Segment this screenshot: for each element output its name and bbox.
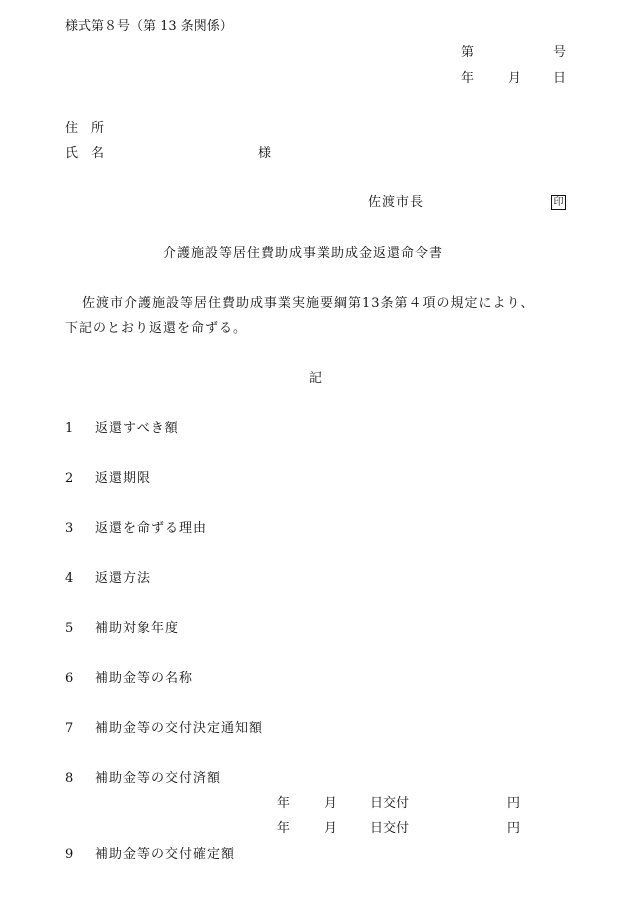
ki-heading: 記 xyxy=(309,371,323,386)
list-item xyxy=(0,671,630,687)
honorific: 様 xyxy=(258,146,272,161)
list-item xyxy=(0,421,630,437)
list-item xyxy=(0,571,630,587)
item-label: 返還方法 xyxy=(95,571,152,586)
list-item xyxy=(0,521,630,537)
payment-year: 年 xyxy=(277,796,291,811)
document-title: 介護施設等居住費助成事業助成金返還命令書 xyxy=(163,246,444,261)
item-number: 1 xyxy=(65,421,74,436)
payment-month: 月 xyxy=(324,796,338,811)
payment-month: 月 xyxy=(324,821,338,836)
item-number: 2 xyxy=(65,471,74,486)
item-label: 補助金等の名称 xyxy=(95,671,194,686)
payment-year: 年 xyxy=(277,821,291,836)
list-item xyxy=(0,847,630,863)
payment-yen: 円 xyxy=(507,796,521,811)
date-month: 月 xyxy=(508,71,522,86)
body-text-line1: 佐渡市介護施設等居住費助成事業実施要綱第13条第４項の規定により、 xyxy=(82,296,535,311)
item-number: 9 xyxy=(65,847,74,862)
list-item xyxy=(0,621,630,637)
date-day: 日 xyxy=(553,71,567,86)
address-label: 住 所 xyxy=(65,121,105,136)
issuer: 佐渡市長 xyxy=(368,195,425,210)
item-label: 返還すべき額 xyxy=(95,421,179,436)
item-label: 補助金等の交付済額 xyxy=(95,771,222,786)
item-number: 8 xyxy=(65,771,74,786)
item-number: 7 xyxy=(65,721,74,736)
payment-row xyxy=(0,821,630,837)
doc-number-prefix: 第 xyxy=(461,45,475,60)
item-label: 返還を命ずる理由 xyxy=(95,521,208,536)
list-item xyxy=(0,771,630,787)
form-number: 様式第８号（第 13 条関係） xyxy=(65,19,233,34)
name-label: 氏 名 xyxy=(65,146,105,161)
body-text-line2: 下記のとおり返還を命ずる。 xyxy=(65,321,248,336)
item-number: 3 xyxy=(65,521,74,536)
list-item xyxy=(0,721,630,737)
payment-day: 日交付 xyxy=(370,821,410,836)
item-label: 補助対象年度 xyxy=(95,621,180,636)
item-label: 返還期限 xyxy=(95,471,152,486)
item-number: 4 xyxy=(65,571,74,586)
item-number: 5 xyxy=(65,621,74,636)
seal-mark: 印 xyxy=(551,195,566,210)
payment-row xyxy=(0,796,630,812)
doc-number-suffix: 号 xyxy=(553,45,567,60)
item-label: 補助金等の交付決定通知額 xyxy=(95,721,264,736)
payment-yen: 円 xyxy=(507,821,521,836)
date-year: 年 xyxy=(461,71,475,86)
payment-day: 日交付 xyxy=(370,796,410,811)
item-label: 補助金等の交付確定額 xyxy=(95,847,236,862)
list-item xyxy=(0,471,630,487)
item-number: 6 xyxy=(65,671,74,686)
